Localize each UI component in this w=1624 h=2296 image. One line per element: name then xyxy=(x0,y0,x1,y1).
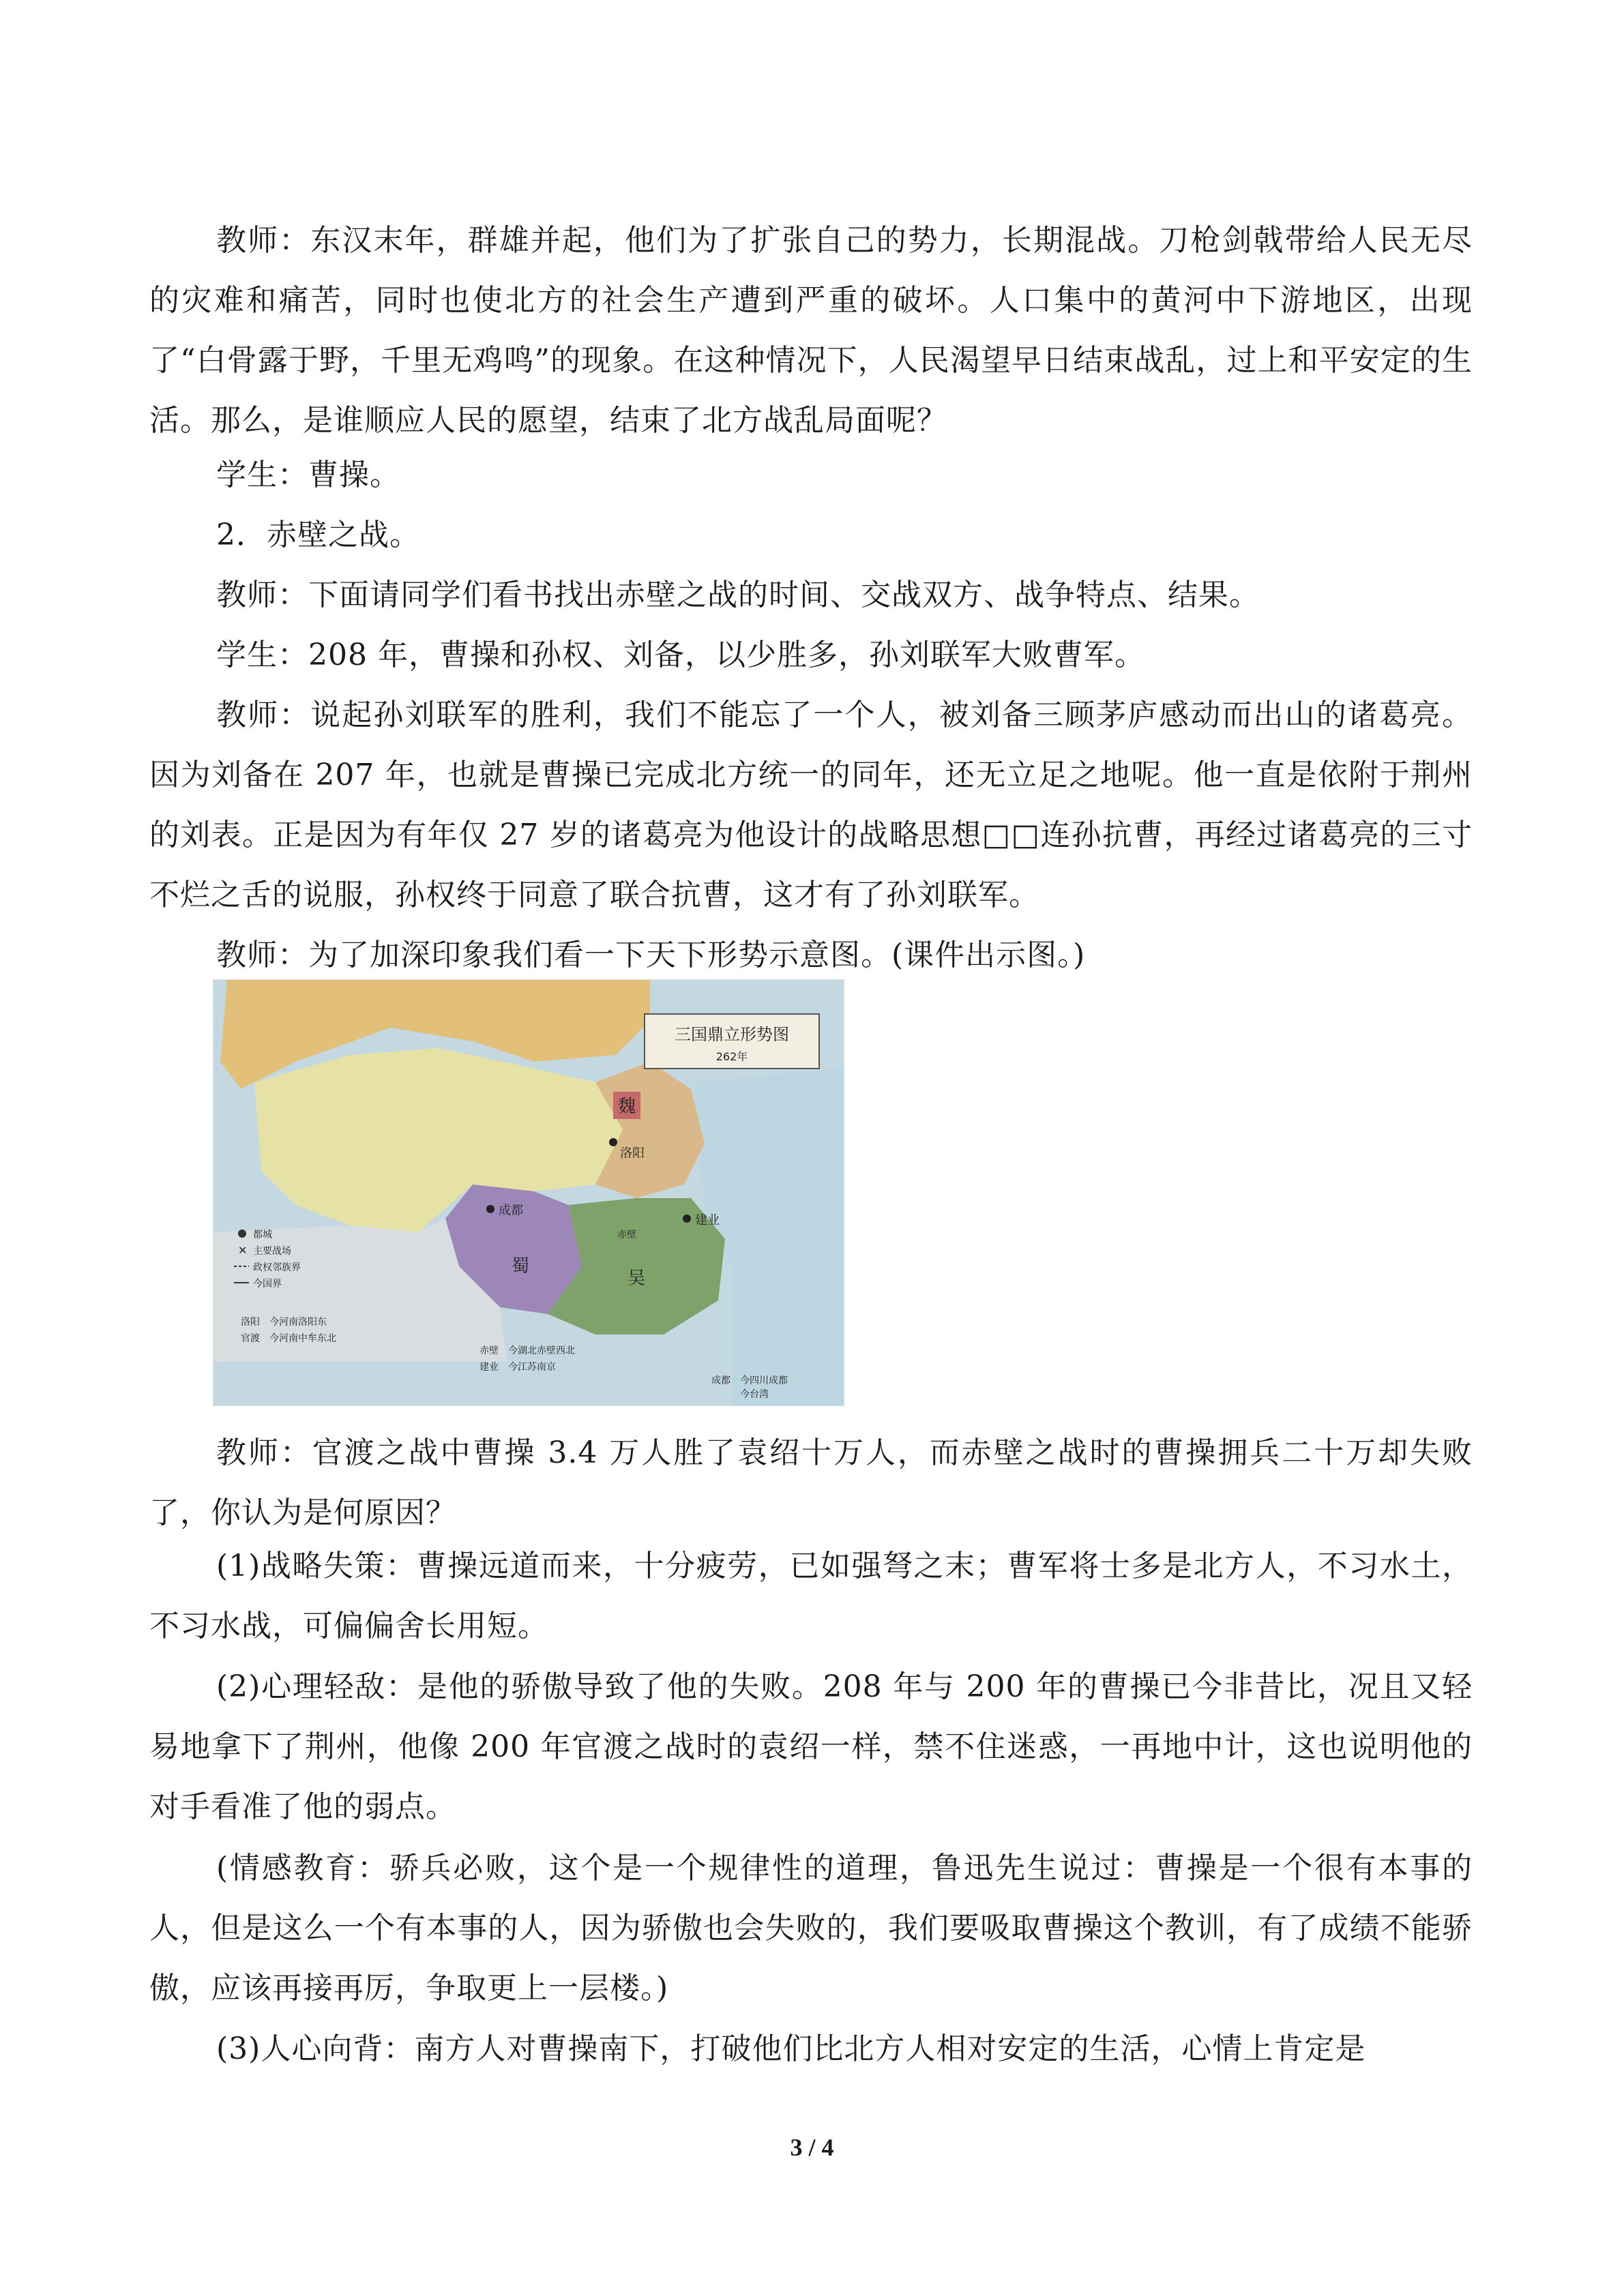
map-title: 三国鼎立形势图 xyxy=(675,1025,789,1044)
paragraph-teacher-reason-question: 教师：官渡之战中曹操 3.4 万人胜了袁绍十万人，而赤壁之战时的曹操拥兵二十万却失败了，你认为是何原因？ xyxy=(149,1435,1473,1530)
capital-marker-jianye xyxy=(683,1214,691,1223)
svg-text:✕: ✕ xyxy=(238,1244,248,1257)
paragraph-student-answer-2: 学生：208 年，曹操和孙权、刘备，以少胜多，孙刘联军大败曹军。 xyxy=(216,638,1145,672)
map-graphic xyxy=(213,980,844,1405)
paragraph-student-answer-1: 学生：曹操。 xyxy=(216,458,400,492)
paragraph-reason-3: (3)人心向背：南方人对曹操南下，打破他们比北方人相对安定的生活，心情上肯定是 xyxy=(216,2031,1366,2066)
legend-item: 政权邻族界 xyxy=(253,1262,301,1273)
legend-item: 都城 xyxy=(253,1229,272,1240)
paragraph-zhuge-liang: 教师：说起孙刘联军的胜利，我们不能忘了一个人，被刘备三顾茅庐感动而出山的诸葛亮。因为刘备在 207 年，也就是曹操已完成北方统一的同年，还无立足之地呢。他一直是依附于荆州的刘表。正是因为有年仅 27 岁的诸葛亮为他设计的战略思想□□连孙抗曹，再经过诸葛亮的三寸不烂之舌的说服，孙权终于同意了联合抗曹，这才有了孙刘联军。 xyxy=(149,698,1473,912)
capital-marker-luoyang xyxy=(609,1138,617,1146)
map-note: 洛阳 今河南洛阳东 xyxy=(241,1317,327,1328)
label-shu: 蜀 xyxy=(511,1256,530,1277)
label-wu: 吴 xyxy=(627,1268,646,1289)
label-luoyang: 洛阳 xyxy=(620,1146,645,1161)
three-kingdoms-map xyxy=(213,979,844,1406)
map-note: 成都 今四川成都 xyxy=(711,1375,788,1386)
paragraph-reason-2: (2)心理轻敌：是他的骄傲导致了他的失败。208 年与 200 年的曹操已今非昔比，况且又轻易地拿下了荆州，他像 200 年官渡之战时的袁绍一样，禁不住迷惑，一再地中计，这也说明他的对手看准了他的弱点。 xyxy=(149,1669,1473,1824)
section-heading-chibi: 2．赤壁之战。 xyxy=(216,518,420,552)
paragraph-teacher-intro: 教师：东汉末年，群雄并起，他们为了扩张自己的势力，长期混战。刀枪剑戟带给人民无尽的灾难和痛苦，同时也使北方的社会生产遭到严重的破坏。人口集中的黄河中下游地区，出现了“白骨露于野，千里无鸡鸣”的现象。在这种情况下，人民渴望早日结束战乱，过上和平安定的生活。那么，是谁顺应人民的愿望，结束了北方战乱局面呢？ xyxy=(149,223,1473,438)
label-jianye: 建业 xyxy=(695,1213,720,1227)
capital-marker-chengdu xyxy=(486,1205,494,1213)
paragraph-teacher-question: 教师：下面请同学们看书找出赤壁之战的时间、交战双方、战争特点、结果。 xyxy=(216,578,1260,612)
label-wei: 魏 xyxy=(617,1097,636,1117)
label-chibi: 赤壁 xyxy=(617,1229,636,1240)
map-note: 赤壁 今湖北赤壁西北 xyxy=(479,1345,575,1356)
legend-item: 今国界 xyxy=(253,1279,282,1289)
page-number: 3 / 4 xyxy=(790,2134,834,2161)
map-note: 今台湾 xyxy=(711,1389,769,1400)
paragraph-reason-1: (1)战略失策：曹操远道而来，十分疲劳，已如强弩之末；曹军将士多是北方人，不习水土，不习水战，可偏偏舍长用短。 xyxy=(149,1549,1473,1643)
legend-item: 主要战场 xyxy=(253,1246,291,1257)
paragraph-map-intro: 教师：为了加深印象我们看一下天下形势示意图。(课件出示图。) xyxy=(216,938,1086,972)
map-subtitle: 262年 xyxy=(715,1050,748,1063)
paragraph-emotional-education: (情感教育：骄兵必败，这个是一个规律性的道理，鲁迅先生说过：曹操是一个很有本事的人，但是这么一个有本事的人，因为骄傲也会失败的，我们要吸取曹操这个教训，有了成绩不能骄傲，应该再接再厉，争取更上一层楼。) xyxy=(149,1851,1473,2006)
map-note: 官渡 今河南中牟东北 xyxy=(241,1333,336,1344)
map-note: 建业 今江苏南京 xyxy=(479,1362,556,1373)
label-chengdu: 成都 xyxy=(499,1204,523,1218)
